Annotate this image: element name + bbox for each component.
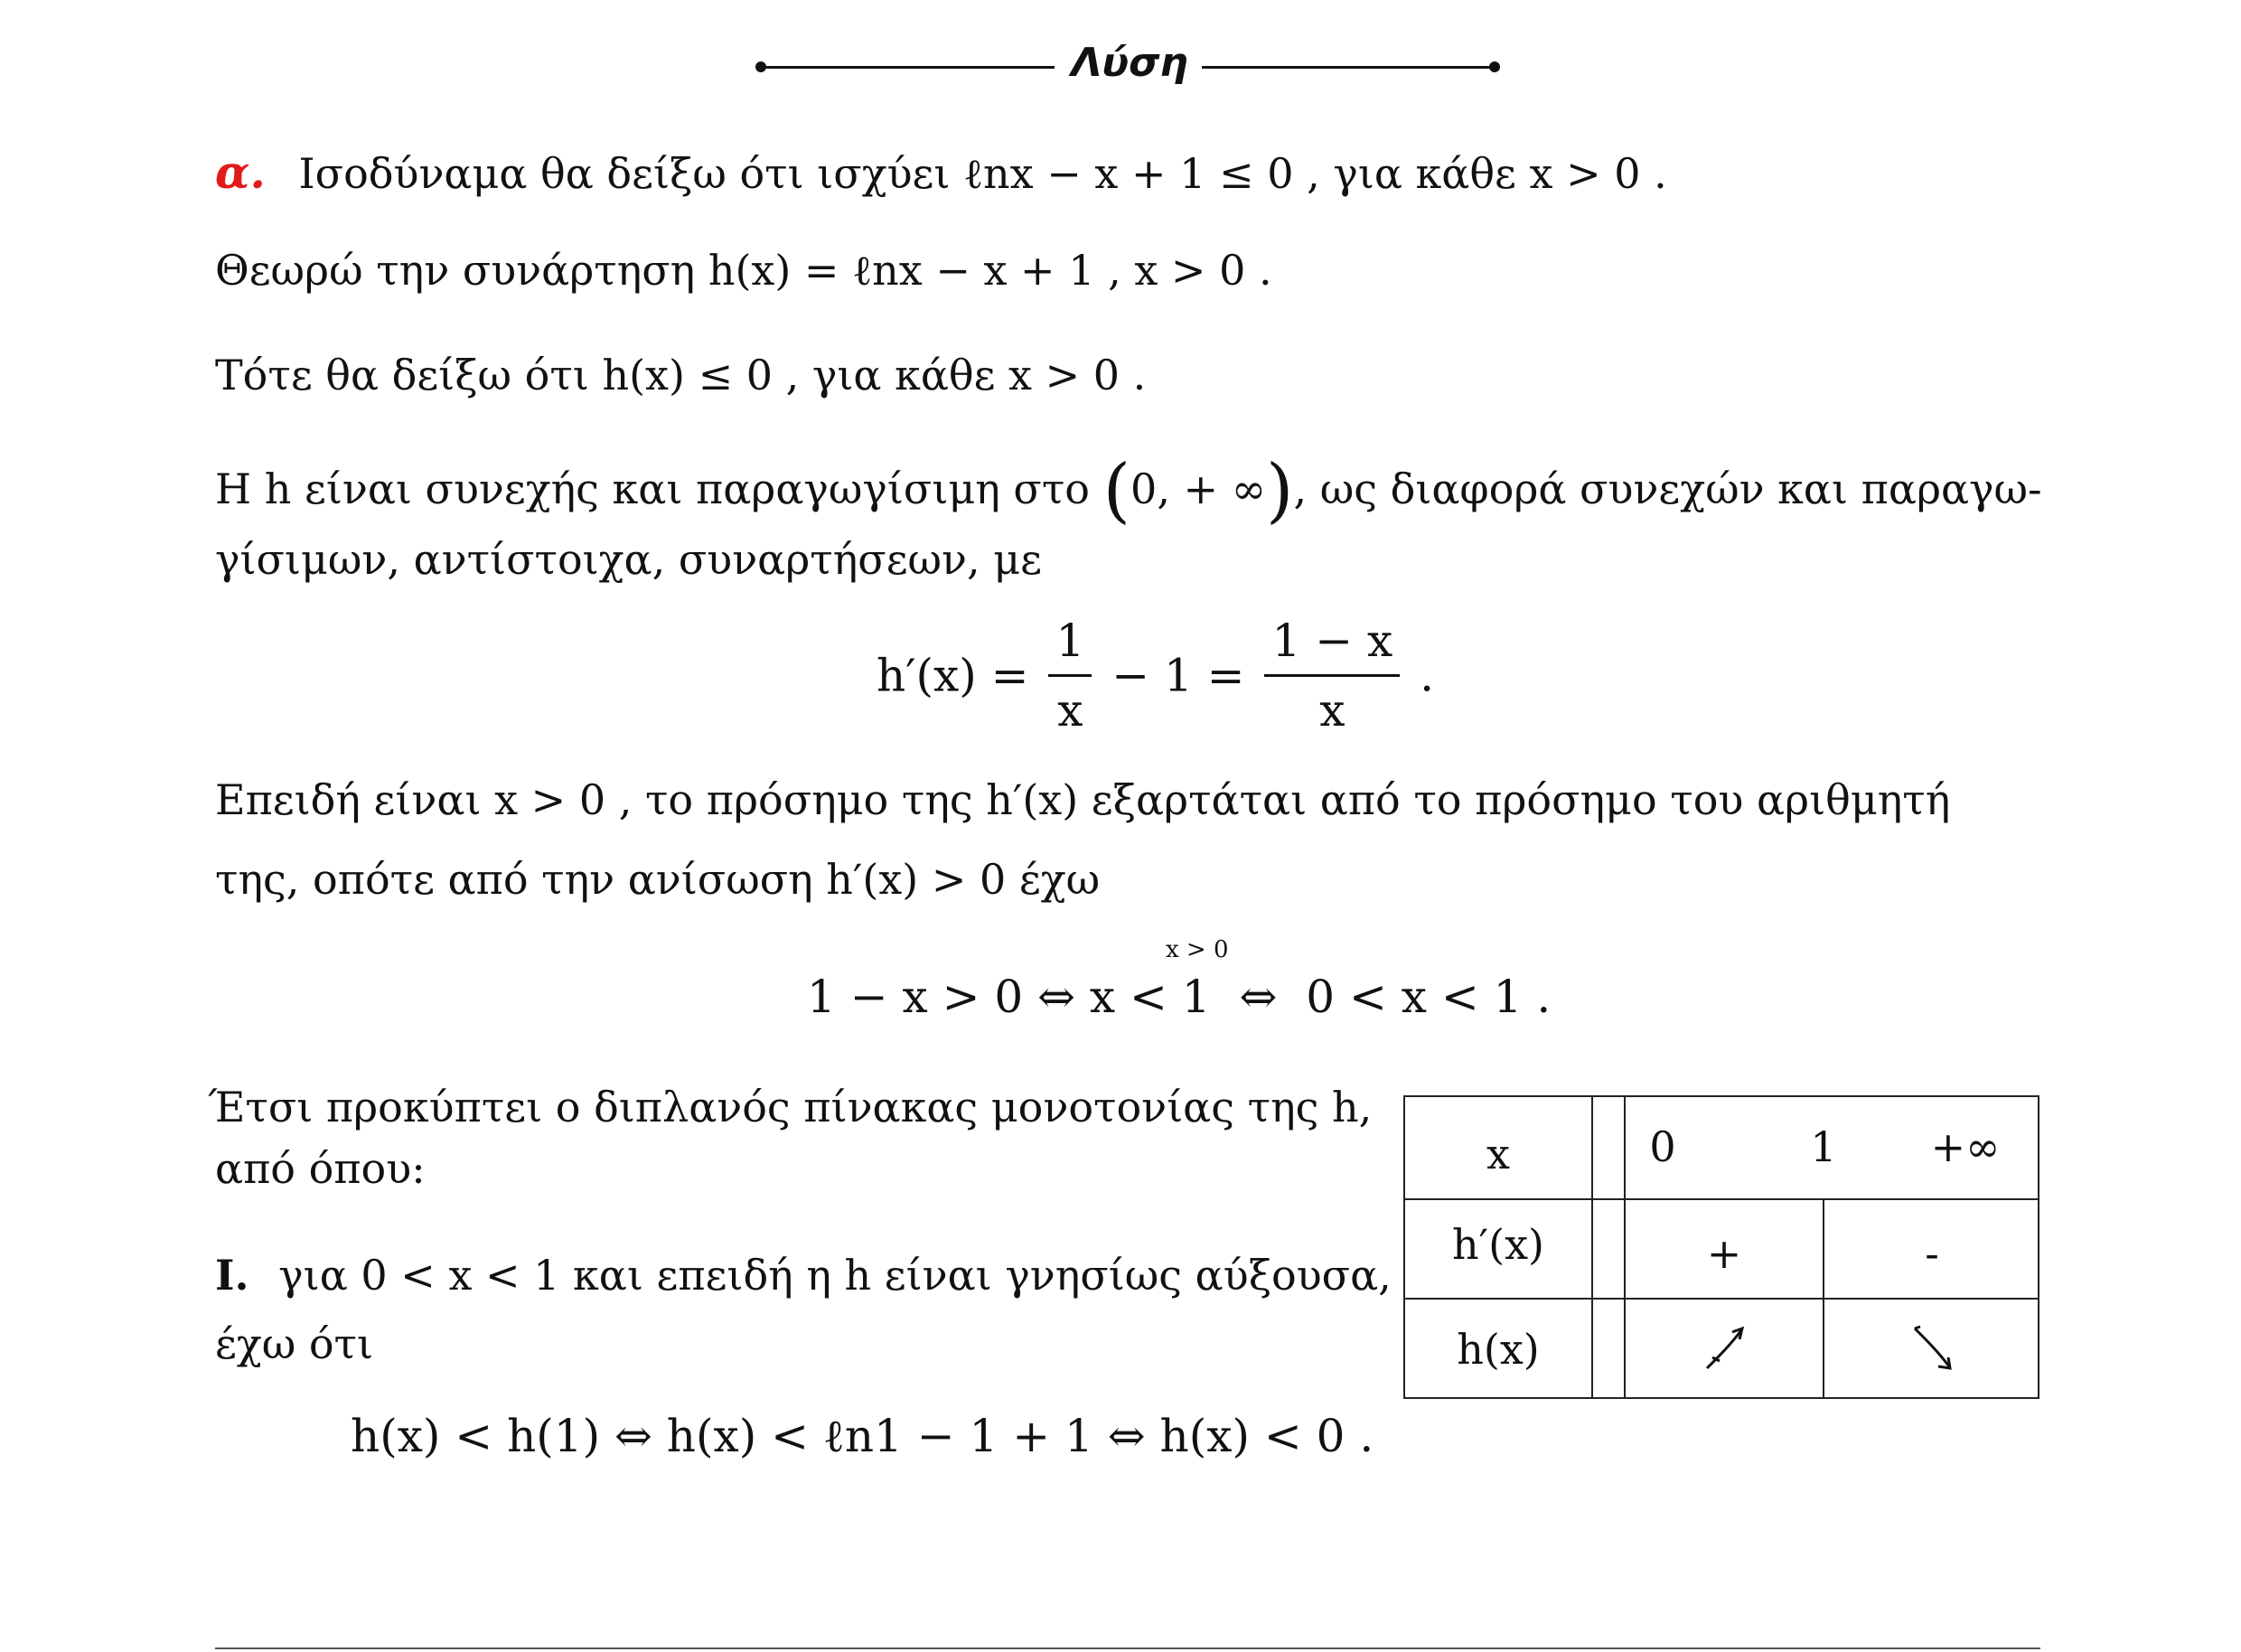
paragraph-line-1 <box>215 145 1667 199</box>
table-deriv-label: h′(x) <box>1452 1220 1544 1269</box>
fraction-1-numerator: 1 <box>1048 615 1092 677</box>
paragraph-line-5: γίσιμων, αντίστοιχα, συναρτήσεων, με <box>215 535 1042 584</box>
header-right-dot <box>1489 61 1500 72</box>
item-1-text: για 0 < x < 1 και επειδή η h είναι γνησίως αύξουσα, <box>278 1251 1392 1300</box>
paragraph-line-2: Θεωρώ την συνάρτηση h(x) = ℓnx − x + 1 , x > 0 . <box>215 246 1272 295</box>
item-1-line-2: έχω ότι <box>215 1319 374 1368</box>
monotonicity-table <box>1403 1095 2039 1399</box>
fraction-2-numerator: 1 − x <box>1264 615 1400 677</box>
paren-right: ) <box>1266 450 1294 531</box>
derivative-equation <box>877 615 1434 737</box>
fraction-1-over-x <box>1048 615 1092 737</box>
table-deriv-sign-2: - <box>1925 1229 1939 1278</box>
line-4-post: , ως διαφορά συνεχών και παραγω- <box>1293 465 2042 513</box>
table-x-value-inf: +∞ <box>1930 1122 2001 1171</box>
increasing-arrow-icon <box>1700 1321 1750 1375</box>
paragraph-line-6: Επειδή είναι x > 0 , το πρόσημο της h′(x) εξαρτάται από το πρόσημο του αριθμητή <box>215 775 1951 824</box>
deriv-mid: − 1 = <box>1111 649 1245 702</box>
table-row-divider-2 <box>1405 1298 2038 1300</box>
table-row-divider-1 <box>1405 1198 2038 1200</box>
fraction-1-denominator: x <box>1057 684 1083 737</box>
paragraph-line-4 <box>215 450 2042 531</box>
paren-left: ( <box>1102 450 1131 531</box>
decreasing-arrow-icon <box>1908 1321 1958 1375</box>
paragraph-line-3: Τότε θα δείξω ότι h(x) ≤ 0 , για κάθε x > 0 . <box>215 351 1147 399</box>
fraction-2 <box>1264 615 1400 737</box>
table-x-value-0: 0 <box>1649 1122 1676 1171</box>
line-4-pre: Η h είναι συνεχής και παραγωγίσιμη στο <box>215 465 1090 513</box>
paragraph-line-8: Έτσι προκύπτει ο διπλανός πίνακας μονοτονίας της h, <box>208 1083 1373 1131</box>
header-right-rule <box>1202 66 1496 69</box>
item-1-label: Ι. <box>215 1251 249 1300</box>
table-deriv-sign-1: + <box>1706 1229 1742 1278</box>
table-h-label: h(x) <box>1457 1325 1540 1374</box>
deriv-lhs: h′(x) = <box>877 649 1029 702</box>
paragraph-line-7: της, οπότε από την ανίσωση h′(x) > 0 έχω <box>215 855 1101 904</box>
table-col-divider-a <box>1591 1097 1593 1397</box>
paragraph-line-9: από όπου: <box>215 1144 426 1193</box>
interval: 0, + ∞ <box>1130 465 1267 513</box>
part-a-label: α. <box>215 145 266 199</box>
fraction-2-denominator: x <box>1319 684 1346 737</box>
ineq-arrow: ⇔ <box>1239 971 1278 1023</box>
ineq-right: 0 < x < 1 . <box>1306 971 1552 1023</box>
table-col-divider-mid <box>1823 1198 1824 1399</box>
item-1 <box>215 1251 1392 1300</box>
header-left-rule <box>761 66 1055 69</box>
footer-rule <box>215 1647 2040 1649</box>
line-1-text: Ισοδύναμα θα δείξω ότι ισχύει ℓnx − x + 1 ≤ 0 , για κάθε x > 0 . <box>298 149 1667 198</box>
arrow-condition: x > 0 <box>1166 936 1229 963</box>
table-x-label: x <box>1486 1130 1510 1178</box>
section-title: Λύση <box>1071 40 1188 86</box>
table-x-value-1: 1 <box>1810 1122 1837 1171</box>
inequality-chain <box>807 971 1551 1023</box>
final-equation: h(x) < h(1) ⇔ h(x) < ℓn1 − 1 + 1 ⇔ h(x) < 0 . <box>351 1410 1374 1462</box>
ineq-left: 1 − x > 0 ⇔ x < 1 <box>807 971 1211 1023</box>
deriv-end: . <box>1420 649 1434 702</box>
